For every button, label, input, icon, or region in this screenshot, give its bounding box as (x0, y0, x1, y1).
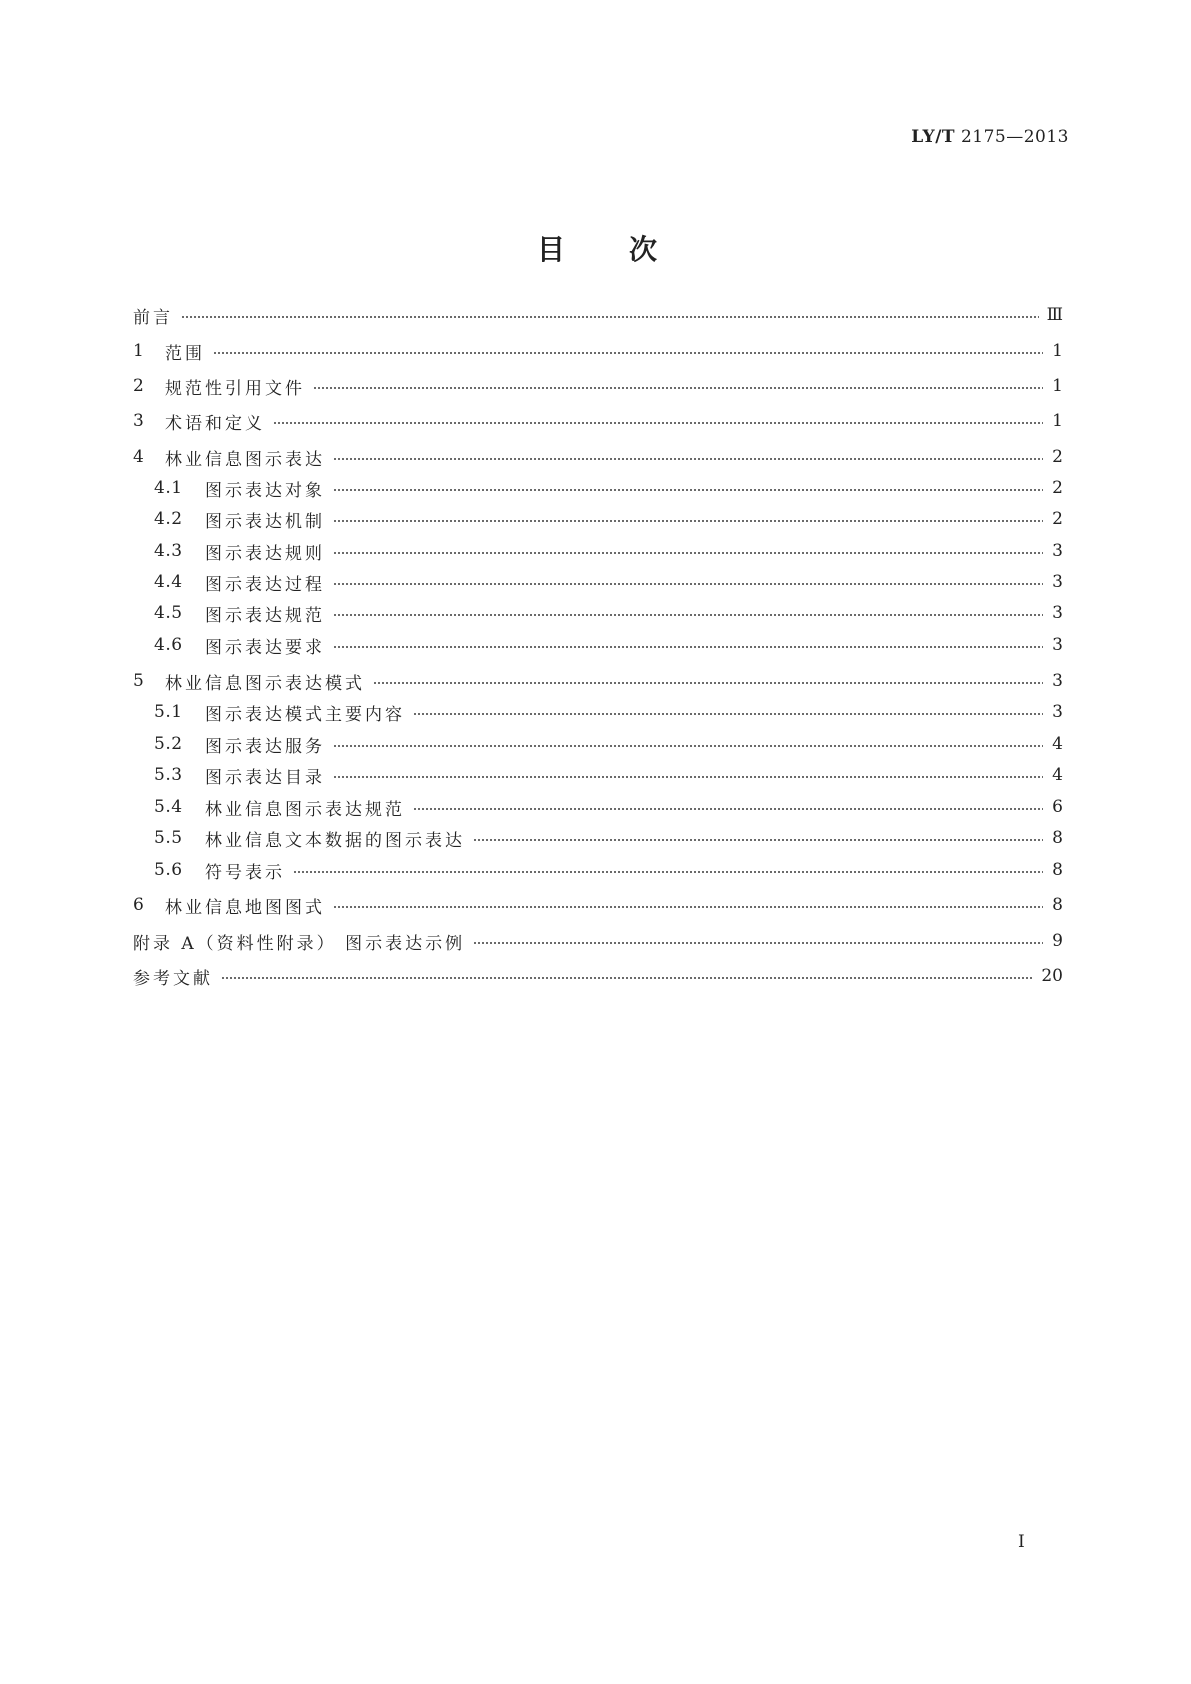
toc-entry[interactable] (133, 669, 1063, 693)
toc-subentry[interactable] (154, 507, 1063, 531)
toc-subentry[interactable] (154, 732, 1063, 756)
toc-entry-label: 参考文献 (133, 968, 213, 989)
toc-entry-label: 林业信息图示表达规范 (205, 799, 405, 820)
toc-entry-number: 2 (133, 376, 145, 396)
toc-entry-label: 林业信息地图图式 (165, 897, 325, 918)
toc-entry-label: 林业信息文本数据的图示表达 (205, 830, 465, 851)
toc-leader (221, 977, 1033, 979)
toc-entry-label: 符号表示 (205, 862, 285, 883)
toc-leader (213, 352, 1043, 354)
toc-leader (333, 520, 1043, 522)
toc-entry-page: 3 (1052, 572, 1063, 592)
toc-entry-page: 4 (1052, 734, 1063, 754)
toc-subentry[interactable] (154, 570, 1063, 594)
toc-entry-label: 术语和定义 (165, 413, 265, 434)
toc-entry-page: 9 (1052, 931, 1063, 951)
toc-entry-page: 8 (1052, 828, 1063, 848)
toc-entry-label: 图示表达对象 (205, 480, 325, 501)
toc-leader (413, 713, 1043, 715)
toc-entry-number: 4.6 (154, 635, 183, 655)
toc-entry-number: 6 (133, 895, 145, 915)
toc-entry-page: 1 (1052, 376, 1063, 396)
toc-subentry[interactable] (154, 476, 1063, 500)
toc-entry[interactable] (133, 409, 1063, 433)
toc-subentry[interactable] (154, 700, 1063, 724)
toc-entry-label: 图示表达机制 (205, 511, 325, 532)
toc-leader (181, 316, 1039, 318)
toc-leader (333, 614, 1043, 616)
toc-subentry[interactable] (154, 763, 1063, 787)
toc-leader (313, 387, 1043, 389)
toc-entry-label: 图示表达规则 (205, 543, 325, 564)
toc-entry[interactable] (133, 893, 1063, 917)
toc-subentry[interactable] (154, 858, 1063, 882)
toc-entry-number: 4.2 (154, 509, 183, 529)
toc-entry[interactable] (133, 374, 1063, 398)
toc-entry-page: 6 (1052, 797, 1063, 817)
toc-entry-page: 20 (1041, 966, 1063, 986)
toc-entry[interactable] (133, 445, 1063, 469)
toc-entry-page: 2 (1052, 447, 1063, 467)
toc-entry-label: 林业信息图示表达 (165, 449, 325, 470)
toc-entry-label: 图示表达要求 (205, 637, 325, 658)
toc-entry-page: 1 (1052, 411, 1063, 431)
toc-entry-label: 图示表达模式主要内容 (205, 704, 405, 725)
toc-entry-number: 5.4 (154, 797, 183, 817)
toc-leader (373, 682, 1043, 684)
toc-entry-page: 3 (1052, 635, 1063, 655)
toc-leader (333, 906, 1043, 908)
toc-entry-number: 5 (133, 671, 145, 691)
toc-entry-page: 8 (1052, 895, 1063, 915)
standard-code (911, 127, 1069, 147)
toc-entry-number: 4 (133, 447, 145, 467)
toc-entry-number: 5.6 (154, 860, 183, 880)
toc-subentry[interactable] (154, 795, 1063, 819)
toc-leader (293, 871, 1043, 873)
toc-entry-number: 4.5 (154, 603, 183, 623)
toc-entry-label: 图示表达规范 (205, 605, 325, 626)
toc-entry[interactable] (133, 964, 1063, 988)
toc-entry[interactable] (133, 339, 1063, 363)
toc-entry-number: 5.1 (154, 702, 183, 722)
toc-leader (333, 583, 1043, 585)
page-number: Ⅰ (1018, 1532, 1025, 1552)
toc-leader (333, 646, 1043, 648)
toc-entry-number: 4.3 (154, 541, 183, 561)
toc-subentry[interactable] (154, 826, 1063, 850)
toc-entry-number: 4.1 (154, 478, 183, 498)
toc-entry-page: 3 (1052, 541, 1063, 561)
toc-entry-page: 8 (1052, 860, 1063, 880)
toc-entry-label: 前言 (133, 307, 173, 328)
standard-number: 2175—2013 (960, 127, 1069, 147)
toc-entry[interactable] (133, 929, 1063, 953)
toc-entry-label: 图示表达服务 (205, 736, 325, 757)
page-title: 目次 (537, 233, 722, 266)
toc-entry-label: 规范性引用文件 (165, 378, 305, 399)
toc-entry-page: 4 (1052, 765, 1063, 785)
toc-leader (333, 489, 1043, 491)
toc-entry-page: 3 (1052, 702, 1063, 722)
toc-entry-page: 3 (1052, 671, 1063, 691)
toc-entry-label: 附录 A（资料性附录） 图示表达示例 (133, 933, 466, 954)
toc-subentry[interactable] (154, 539, 1063, 563)
toc-entry-label: 林业信息图示表达模式 (165, 673, 365, 694)
toc-entry-page: 2 (1052, 478, 1063, 498)
toc-entry-number: 5.3 (154, 765, 183, 785)
toc-leader (473, 942, 1043, 944)
toc-leader (333, 745, 1043, 747)
toc-entry-number: 5.5 (154, 828, 183, 848)
toc-subentry[interactable] (154, 633, 1063, 657)
toc-leader (333, 552, 1043, 554)
toc-entry-page: Ⅲ (1046, 305, 1063, 325)
toc-entry-number: 3 (133, 411, 145, 431)
toc-subentry[interactable] (154, 601, 1063, 625)
toc-entry-number: 4.4 (154, 572, 183, 592)
toc-leader (473, 839, 1043, 841)
toc-entry-page: 3 (1052, 603, 1063, 623)
toc-leader (273, 422, 1043, 424)
toc-entry-page: 1 (1052, 341, 1063, 361)
toc-entry-label: 图示表达目录 (205, 767, 325, 788)
toc-leader (333, 458, 1043, 460)
toc-entry-number: 5.2 (154, 734, 183, 754)
toc-entry[interactable] (133, 303, 1063, 327)
toc-entry-label: 图示表达过程 (205, 574, 325, 595)
toc-entry-page: 2 (1052, 509, 1063, 529)
standard-prefix: LY/T (911, 127, 956, 147)
toc-entry-label: 范围 (165, 343, 205, 364)
toc-entry-number: 1 (133, 341, 145, 361)
toc-leader (333, 776, 1043, 778)
toc-leader (413, 808, 1043, 810)
